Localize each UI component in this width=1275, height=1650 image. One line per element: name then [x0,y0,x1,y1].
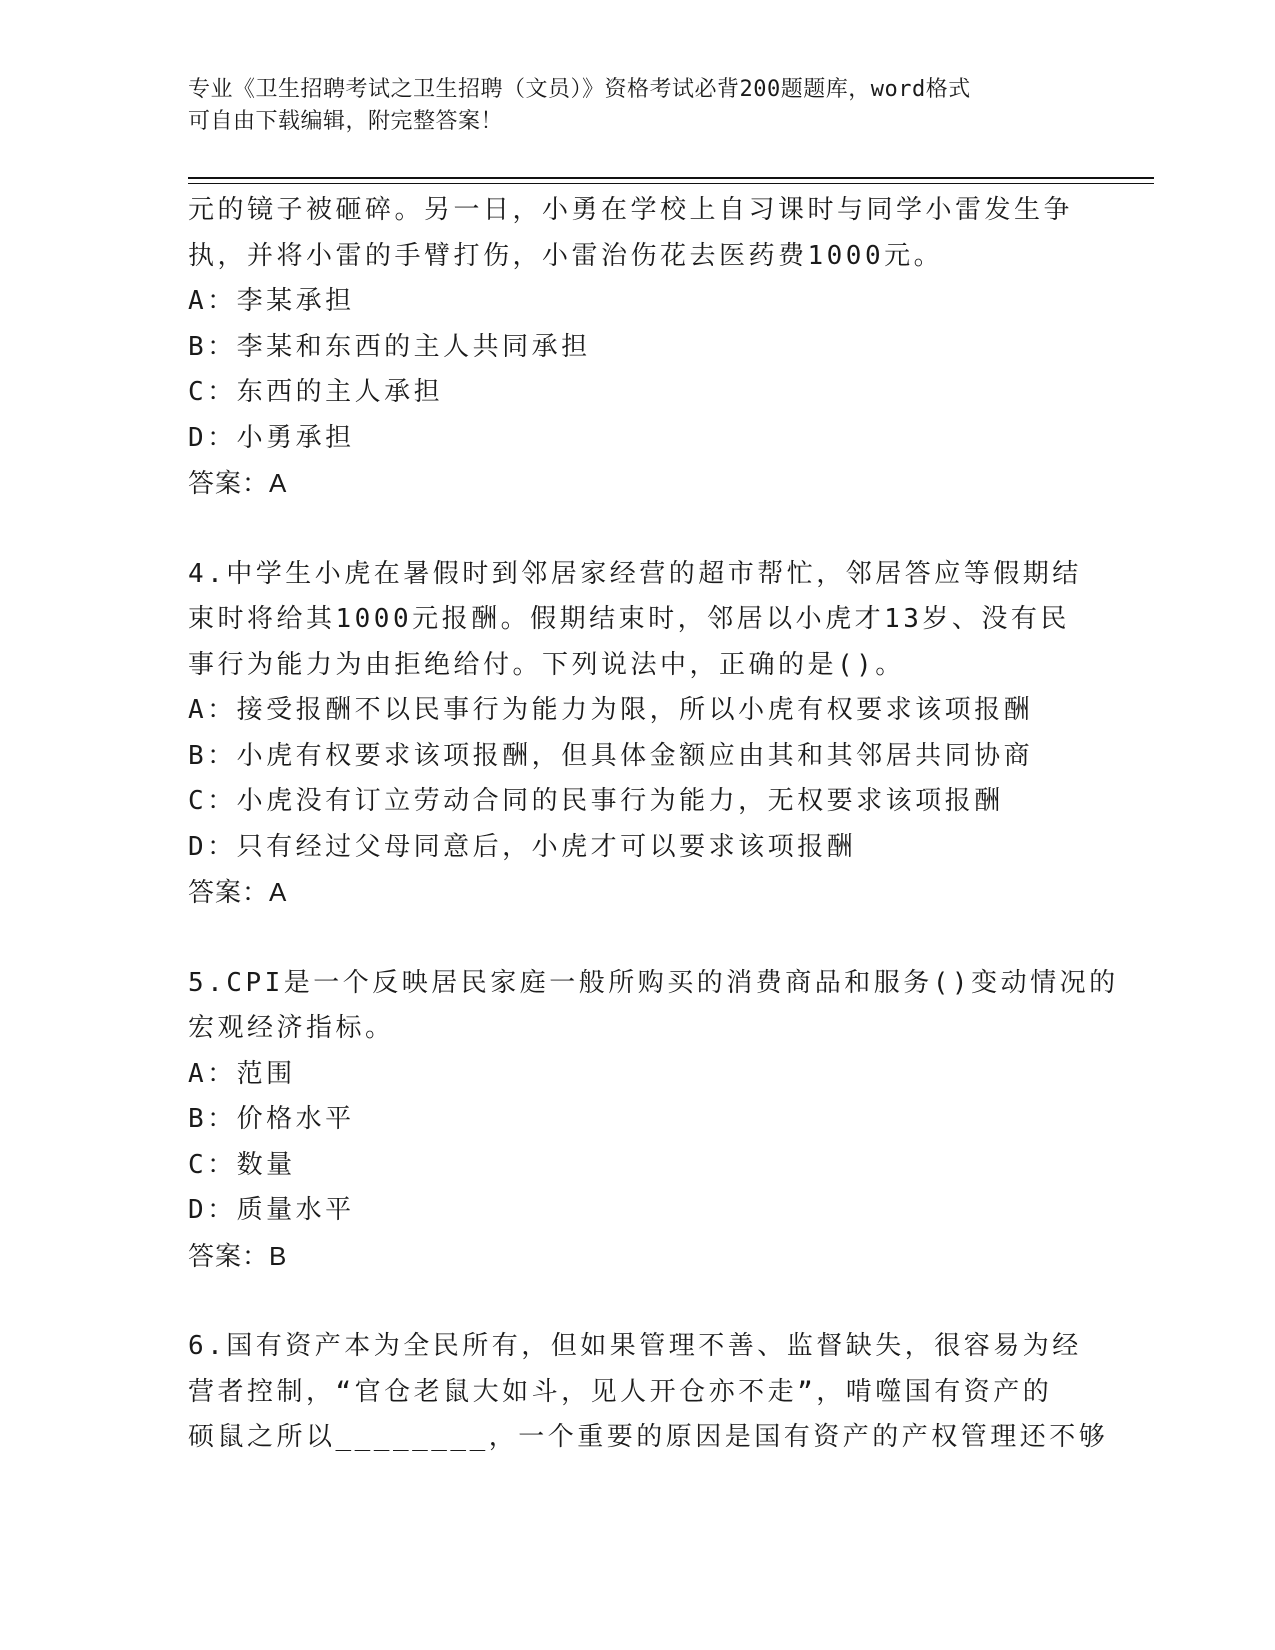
question-4 [188,552,1088,916]
option-b: B：李某和东西的主人共同承担 [188,331,591,362]
question-5 [188,961,1119,1280]
question-text-line: 执，并将小雷的手臂打伤，小雷治伤花去医药费1000元。 [188,240,944,271]
header-divider-thick [188,177,1154,179]
document-header [188,74,1088,138]
answer-line: 答案：A [188,468,288,498]
question-text-line: 6.国有资产本为全民所有，但如果管理不善、监督缺失，很容易为经 [188,1331,1082,1361]
document-body [188,188,1119,1461]
option-c: C：数量 [188,1149,296,1180]
question-text-line: 5.CPI是一个反映居民家庭一般所购买的消费商品和服务()变动情况的 [188,967,1119,998]
option-c: C：东西的主人承担 [188,377,444,407]
question-text-line: 束时将给其1000元报酬。假期结束时，邻居以小虎才13岁、没有民 [188,604,1070,634]
option-a: A：李某承担 [188,286,355,316]
question-text-line: 营者控制，“官仓老鼠大如斗，见人开仓亦不走”，啃噬国有资产的 [188,1376,1053,1407]
question-text-line: 元的镜子被砸碎。另一日，小勇在学校上自习课时与同学小雷发生争 [188,195,1074,225]
header-divider-thin [188,183,1154,184]
option-d: D：质量水平 [188,1195,355,1225]
header-line-2: 可自由下载编辑，附完整答案！ [188,109,504,134]
question-3-continuation [188,188,1088,507]
option-a: A：范围 [188,1058,296,1089]
option-c: C：小虎没有订立劳动合同的民事行为能力，无权要求该项报酬 [188,786,1004,816]
option-a: A：接受报酬不以民事行为能力为限，所以小虎有权要求该项报酬 [188,695,1034,725]
question-text-line: 宏观经济指标。 [188,1013,395,1043]
question-text-line: 4.中学生小虎在暑假时到邻居家经营的超市帮忙，邻居答应等假期结 [188,558,1082,589]
header-line-1: 专业《卫生招聘考试之卫生招聘（文员）》资格考试必背200题题库，word格式 [188,77,971,102]
answer-line: 答案：B [188,1240,288,1271]
answer-line: 答案：A [188,877,288,907]
question-text-line: 事行为能力为由拒绝给付。下列说法中，正确的是()。 [188,649,905,680]
option-b: B：小虎有权要求该项报酬，但具体金额应由其和其邻居共同协商 [188,740,1034,771]
question-text-line: 硕鼠之所以________，一个重要的原因是国有资产的产权管理还不够 [188,1422,1109,1452]
option-b: B：价格水平 [188,1104,355,1134]
option-d: D：小勇承担 [188,422,355,453]
question-6 [188,1324,1109,1461]
option-d: D：只有经过父母同意后，小虎才可以要求该项报酬 [188,831,857,862]
